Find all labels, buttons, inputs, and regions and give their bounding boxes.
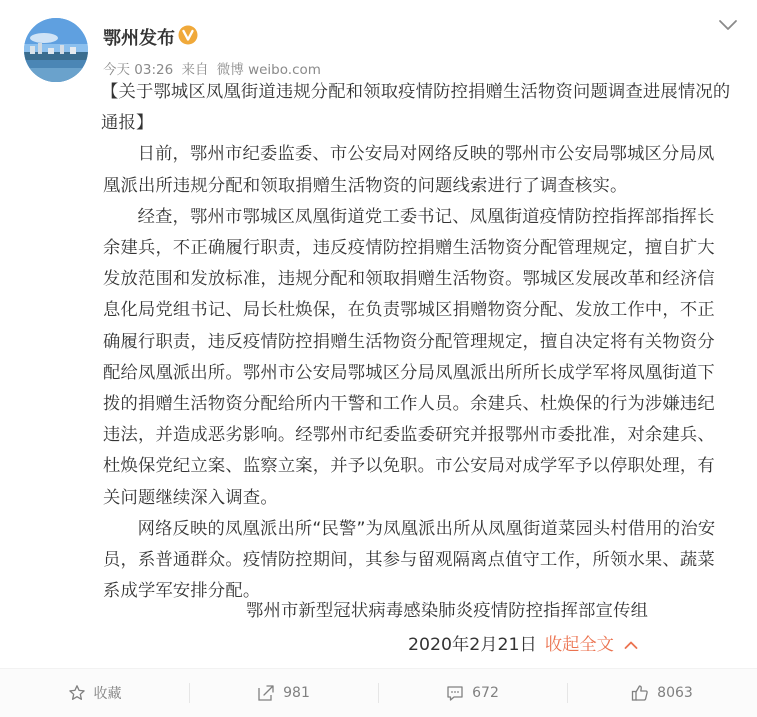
collapse-button[interactable]: [545, 635, 638, 655]
post-paragraph: 经查，鄂州市鄂城区凤凰街道党工委书记、凤凰街道疫情防控指挥部指挥长余建兵，不正确履行职责，违反疫情防控捐赠生活物资分配管理规定，擅自扩大发放范围和发放标准，违规分配和领取捐赠生活物资。鄂城区发展改革和经济信息化局党组书记、局长杜焕保，在负责鄂城区捐赠物资分配、发放工作中，不正确履行职责，违反疫情防控捐赠生活物资分配管理规定，擅自决定将有关物资分配给凤凰派出所。鄂州市公安局鄂城区分局凤凰派出所所长成学军将凤凰街道下拨的捐赠生活物资分配给所内干警和工作人员。余建兵、杜焕保的行为涉嫌违纪违法，并造成恶劣影响。经鄂州市纪委监委研究并报鄂州市委批准，对余建兵、杜焕保党纪立案、监察立案，并予以免职。市公安局对成学军予以停职处理，有关问题继续深入调查。: [103, 206, 715, 508]
chevron-up-icon: [624, 640, 638, 650]
collapse-label[interactable]: 收起全文: [544, 635, 614, 655]
repost-count[interactable]: 981: [283, 685, 310, 701]
like-button[interactable]: [567, 669, 757, 717]
post-signature: 鄂州市新型冠状病毒感染肺炎疫情防控指挥部宣传组: [246, 601, 649, 621]
post-content: [103, 77, 731, 607]
action-bar: [0, 668, 757, 717]
comment-icon: [446, 684, 464, 702]
thumbs-up-icon: [631, 684, 649, 702]
comment-button[interactable]: [378, 669, 567, 717]
post-dateline: [408, 630, 638, 655]
repost-icon: [257, 684, 275, 702]
post-meta: [103, 58, 325, 78]
post-title: 【关于鄂城区凤凰街道违规分配和领取疫情防控捐赠生活物资问题调查进展情况的通报】: [101, 82, 731, 134]
chevron-down-icon[interactable]: [718, 17, 738, 31]
post-time[interactable]: 今天 03:26: [103, 62, 174, 78]
like-count[interactable]: 8063: [657, 685, 693, 701]
avatar[interactable]: [24, 18, 88, 82]
verified-badge-icon: [178, 25, 198, 45]
author-name[interactable]: 鄂州发布: [103, 28, 175, 49]
post-source[interactable]: 微博 weibo.com: [216, 62, 321, 78]
post-paragraph: 日前，鄂州市纪委监委、市公安局对网络反映的鄂州市公安局鄂城区分局凤凰派出所违规分配和领取捐赠生活物资的问题线索进行了调查核实。: [103, 144, 715, 196]
post-paragraph: 网络反映的凤凰派出所“民警”为凤凰派出所从凤凰街道菜园头村借用的治安员，系普通群众。疫情防控期间，其参与留观隔离点值守工作，所领水果、蔬菜系成学军安排分配。: [103, 518, 716, 602]
comment-count[interactable]: 672: [472, 685, 499, 701]
source-prefix: 来自: [181, 62, 209, 78]
post-date: 2020年2月21日: [408, 635, 537, 655]
star-icon: [68, 684, 86, 702]
favorite-button[interactable]: [0, 669, 189, 717]
favorite-label[interactable]: 收藏: [93, 686, 122, 702]
repost-button[interactable]: [189, 669, 378, 717]
